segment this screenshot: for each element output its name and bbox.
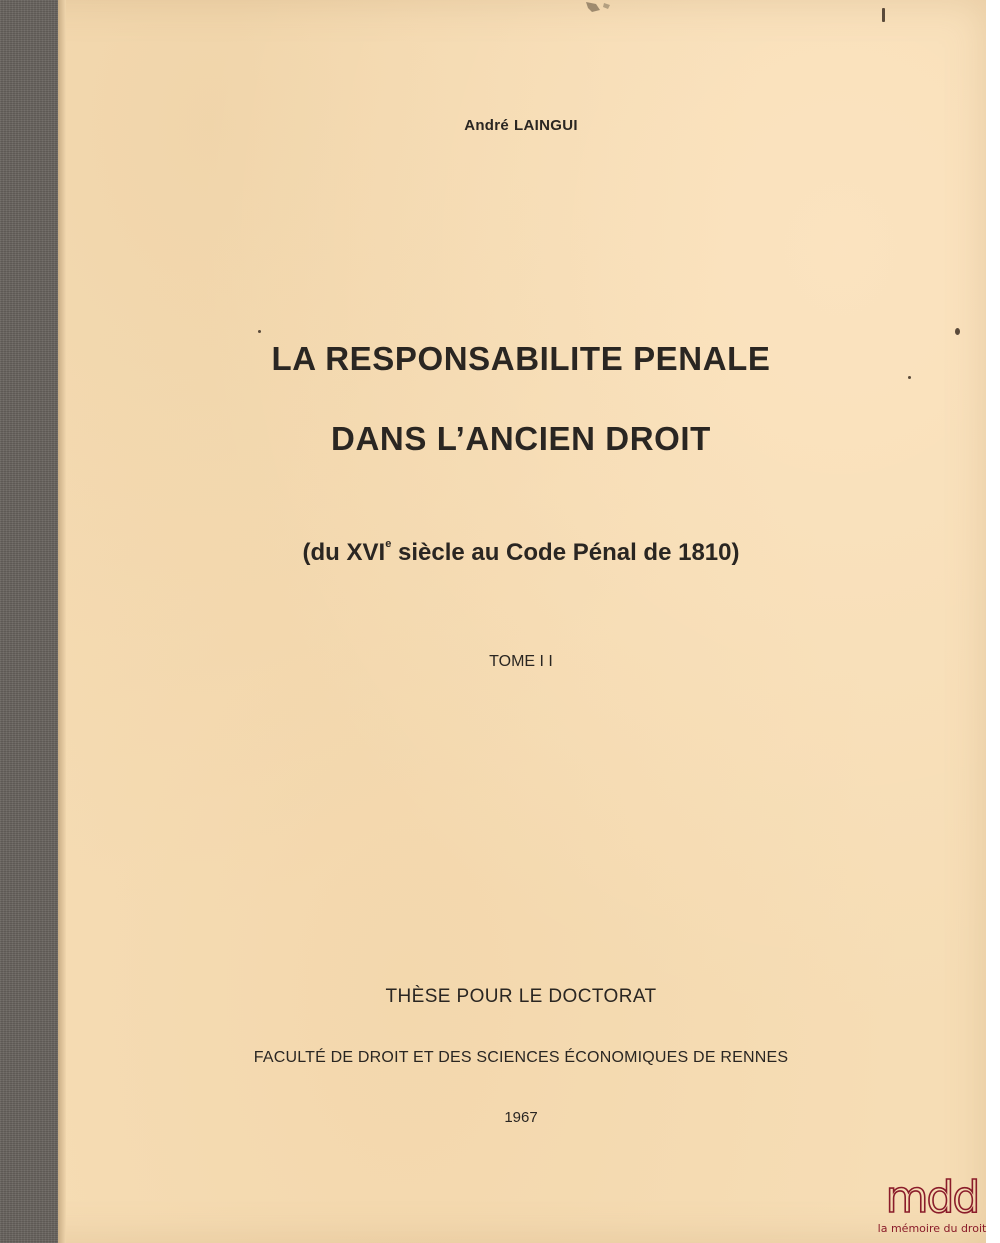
- paper-speck: [882, 8, 885, 22]
- author-first-name: André: [464, 117, 510, 134]
- mdd-logo-icon: [882, 1170, 982, 1220]
- author-last-name: LAINGUI: [514, 117, 578, 134]
- title-line-2: DANS L’ANCIEN DROIT: [331, 420, 711, 457]
- publication-year: 1967: [504, 1109, 538, 1126]
- subtitle-suffix: siècle au Code Pénal de 1810): [391, 539, 740, 566]
- subtitle-superscript: e: [385, 538, 392, 550]
- author-name: [16, 117, 1000, 134]
- paper-speck: [258, 330, 261, 333]
- paper-stain-mark: [582, 0, 622, 16]
- watermark-caption: la mémoire du droit: [877, 1222, 987, 1235]
- title-line-1: LA RESPONSABILITE PENALE: [271, 340, 771, 377]
- paper-speck: [955, 328, 960, 335]
- thesis-label: THÈSE POUR LE DOCTORAT: [385, 986, 657, 1007]
- volume-label: TOME I I: [489, 653, 553, 670]
- svg-text:mdd: mdd: [885, 1172, 979, 1220]
- faculty-label: FACULTÉ DE DROIT ET DES SCIENCES ÉCONOMIQUES DE RENNES: [253, 1049, 789, 1066]
- subtitle-prefix: (du XVI: [302, 539, 386, 566]
- mdd-watermark: [877, 1170, 987, 1240]
- subtitle: [16, 538, 1000, 567]
